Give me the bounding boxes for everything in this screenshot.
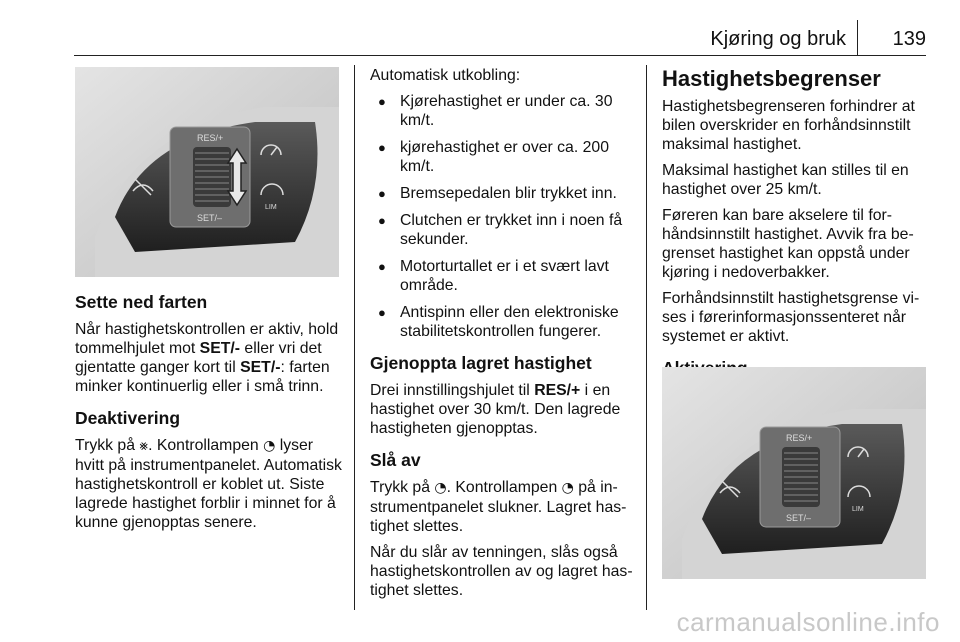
cruise-cancel-icon: ⨳ xyxy=(139,438,149,454)
paragraph xyxy=(370,381,636,438)
control-label: SET/- xyxy=(199,340,241,357)
text: Drei innstillingshjulet til xyxy=(370,382,535,399)
text: lyser hvitt på instrumentpanelet. Automatisk hastighetskontroll er koblet ut. Siste lagrede hastighet forblir i minnet for å kunne gjenopptas senere. xyxy=(75,437,342,531)
disengage-conditions-list xyxy=(370,92,636,341)
paragraph: Føreren kan bare akselere til forhåndsinnstilt hastighet. Avvik fra begrenset hastighet kan oppstå under kjøring i nedoverbakker. xyxy=(662,207,914,281)
paragraph: Forhåndsinnstilt hastighetsgrense vises i førerinformasjonssenteret når systemet er aktivt. xyxy=(662,290,920,345)
control-label: RES/+ xyxy=(534,382,581,399)
text: Trykk på xyxy=(370,479,435,496)
heading-slow-down: Sette ned farten xyxy=(75,292,208,312)
steering-wheel-controls-photo xyxy=(662,367,926,579)
list-item: ● Antispinn eller den elektroniske stabilitetskontrollen fungerer. xyxy=(400,303,636,341)
heading-switch-off: Slå av xyxy=(370,450,421,470)
cruise-control-icon: ◔ xyxy=(434,480,447,496)
paragraph: Hastighetsbegrenseren forhindrer at bilen overskrider en forhåndsinnstilt maksimal hastighet. xyxy=(662,98,915,153)
column-1 xyxy=(75,292,343,539)
text: : farten minker kontinuerlig eller i små trinn. xyxy=(75,359,330,395)
text: på instrumentpanelet slukner. Lagret hastighet slettes. xyxy=(370,479,627,535)
column-3 xyxy=(662,66,928,386)
set-label: SET/– xyxy=(197,213,223,223)
text: i en hastighet over 30 km/t. Den lagrede hastigheten gjenopptas. xyxy=(370,382,621,437)
column-2 xyxy=(370,66,636,607)
heading-resume-speed: Gjenoppta lagret hastighet xyxy=(370,353,592,373)
page-number: 139 xyxy=(892,28,926,50)
res-label: RES/+ xyxy=(786,433,813,443)
list-item: ● Motorturtallet er i et svært lavt område. xyxy=(400,257,636,295)
list-item: ● Bremsepedalen blir trykket inn. xyxy=(400,184,636,203)
steering-controls-illustration xyxy=(75,67,339,277)
lim-label: LIM xyxy=(852,506,864,513)
column-divider xyxy=(646,65,647,610)
lim-label: LIM xyxy=(265,204,277,211)
steering-wheel-controls-photo xyxy=(75,67,339,277)
page-header xyxy=(74,20,926,50)
paragraph xyxy=(75,320,343,396)
paragraph xyxy=(370,478,636,536)
auto-disengage-intro: Automatisk utkobling: xyxy=(370,67,521,84)
paragraph: Maksimal hastighet kan stilles til en hastighet over 25 km/t. xyxy=(662,162,909,198)
header-rule xyxy=(74,55,926,56)
cruise-control-icon: ◔ xyxy=(561,480,574,496)
heading-deactivation: Deaktivering xyxy=(75,408,181,428)
paragraph: Når du slår av tenningen, slås også hastighetskontrollen av og lagret hastighet slettes. xyxy=(370,544,633,599)
column-divider xyxy=(354,65,355,610)
text: Når hastighetskontrollen er aktiv, hold tommelhjulet mot xyxy=(75,321,339,357)
header-divider xyxy=(857,20,858,56)
text: . Kontrollampen xyxy=(446,479,562,496)
steering-controls-illustration xyxy=(662,367,926,579)
control-label: SET/- xyxy=(240,359,281,376)
cruise-control-icon: ◔ xyxy=(263,438,276,454)
watermark: carmanualsonline.info xyxy=(676,607,940,637)
set-label: SET/– xyxy=(786,513,812,523)
res-label: RES/+ xyxy=(197,133,224,143)
text: . Kontrollampen xyxy=(148,437,264,454)
list-item: ● Clutchen er trykket inn i noen få sekunder. xyxy=(400,211,636,249)
section-title: Kjøring og bruk xyxy=(710,28,846,50)
list-item: ● Kjørehastighet er under ca. 30 km/t. xyxy=(400,92,636,130)
text: eller vri det gjentatte ganger kort til xyxy=(75,340,322,376)
list-item: ● kjørehastighet er over ca. 200 km/t. xyxy=(400,138,636,176)
paragraph xyxy=(75,436,343,532)
heading-speed-limiter: Hastighetsbegrenser xyxy=(662,66,881,91)
text: Trykk på xyxy=(75,437,140,454)
